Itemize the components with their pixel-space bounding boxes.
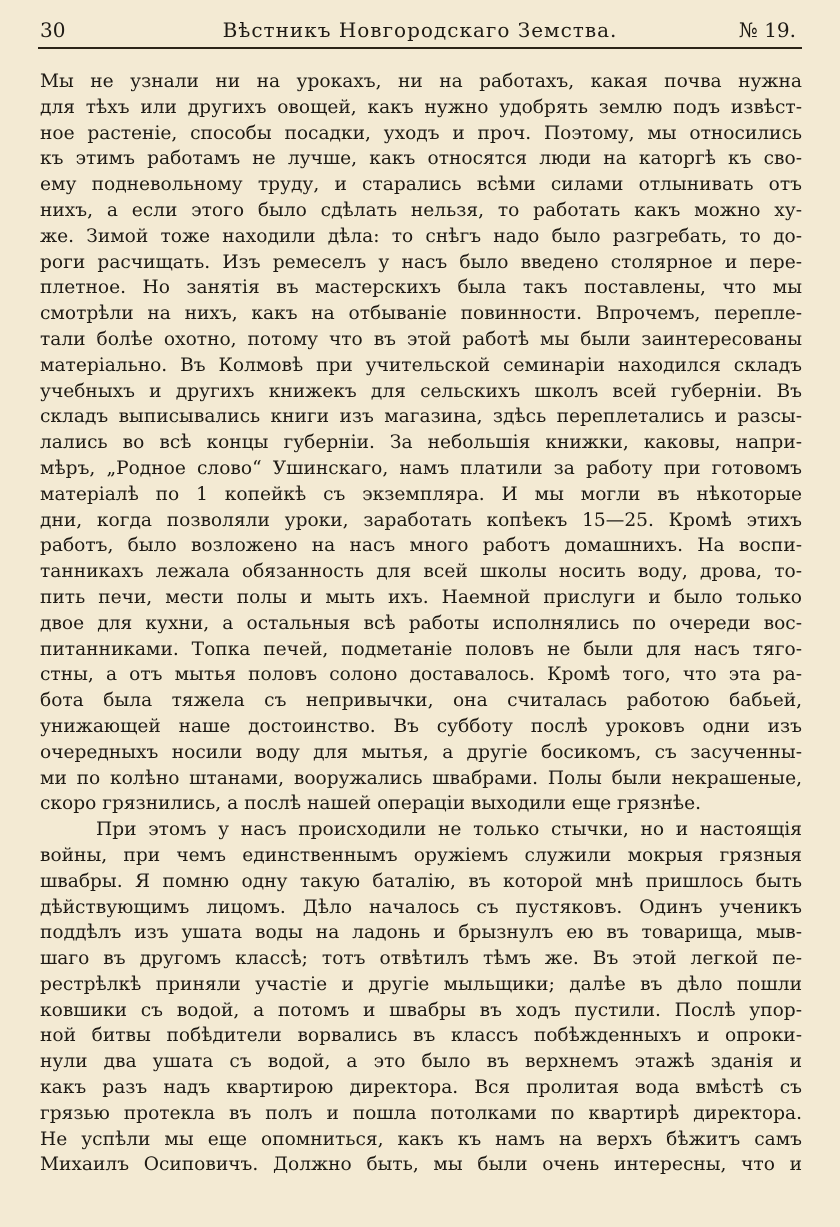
text-line: стны, а отъ мытья половъ солоно доставалось. Кромѣ того, что эта ра- bbox=[40, 664, 802, 686]
text-line: ное растеніе, способы посадки, уходъ и проч. Поэтому, мы относились bbox=[40, 122, 802, 144]
text-line: ковшики съ водой, а потомъ и швабры въ ходъ пустили. Послѣ упор- bbox=[40, 999, 802, 1021]
text-line: нули два ушата съ водой, а это было въ верхнемъ этажѣ зданія и bbox=[40, 1051, 802, 1073]
text-line: очередныхъ носили воду для мытья, а другіе босикомъ, съ засученны- bbox=[40, 741, 802, 763]
text-line: складъ выписывались книги изъ магазина, здѣсь переплетались и разсы- bbox=[40, 406, 802, 428]
text-line: грязью протекла въ полъ и пошла потолками по квартирѣ директора. bbox=[40, 1102, 802, 1124]
text-line: роги расчищать. Изъ ремеселъ у насъ было введено столярное и пере- bbox=[40, 251, 802, 273]
header-rule bbox=[38, 47, 802, 49]
text-line: бота была тяжела съ непривычки, она считалась работою бабьей, bbox=[40, 690, 802, 712]
text-line: какъ разъ надъ квартирою директора. Вся пролитая вода вмѣстѣ съ bbox=[40, 1077, 802, 1099]
text-line: смотрѣли на нихъ, какъ на отбываніе повинности. Впрочемъ, перепле- bbox=[40, 303, 802, 325]
text-line: плетное. Но занятія въ мастерскихъ была такъ поставлены, что мы bbox=[40, 277, 802, 299]
text-line: войны, при чемъ единственнымъ оружіемъ служили мокрыя грязныя bbox=[40, 844, 802, 866]
text-line: При этомъ у насъ происходили не только стычки, но и настоящія bbox=[96, 819, 802, 841]
text-line: къ этимъ работамъ не лучше, какъ относятся люди на каторгѣ къ сво- bbox=[40, 148, 802, 170]
text-line: ему подневольному труду, и старались всѣми силами отлынивать отъ bbox=[40, 174, 802, 196]
text-line: Михаилъ Осиповичъ. Должно быть, мы были очень интересны, что и bbox=[40, 1154, 802, 1176]
text-line: тали болѣе охотно, потому что въ этой работѣ мы были заинтересованы bbox=[40, 328, 802, 350]
text-line: работъ, было возложено на насъ много работъ домашнихъ. На воспи- bbox=[40, 535, 802, 557]
text-line: дни, когда позволяли уроки, заработать копѣекъ 15—25. Кромѣ этихъ bbox=[40, 509, 802, 531]
issue-number: № 19. bbox=[738, 18, 796, 42]
text-line: матеріально. Въ Колмовѣ при учительской семинаріи находился складъ bbox=[40, 354, 802, 376]
text-line: учебныхъ и другихъ книжекъ для сельскихъ школъ всей губерніи. Въ bbox=[40, 380, 802, 402]
text-line: Мы не узнали ни на урокахъ, ни на работахъ, какая почва нужна bbox=[40, 71, 802, 92]
text-line: рестрѣлкѣ приняли участіе и другіе мыльщики; далѣе въ дѣло пошли bbox=[40, 973, 802, 995]
text-line: же. Зимой тоже находили дѣла: то снѣгъ надо было разгребать, то до- bbox=[40, 225, 802, 247]
text-line: унижающей наше достоинство. Въ субботу послѣ уроковъ одни изъ bbox=[40, 715, 802, 737]
text-line: пить печи, мести полы и мыть ихъ. Наемной прислуги и было только bbox=[40, 586, 802, 608]
text-line: швабры. Я помню одну такую баталію, въ которой мнѣ пришлось быть bbox=[40, 870, 802, 892]
page-number: 30 bbox=[40, 18, 66, 42]
text-line: лались во всѣ концы губерніи. За небольшія книжки, каковы, напри- bbox=[40, 432, 802, 454]
text-line: скоро грязнились, а послѣ нашей операціи выходили еще грязнѣе. bbox=[40, 793, 702, 815]
body-text bbox=[40, 69, 802, 1178]
journal-title: Вѣстникъ Новгородскаго Земства. bbox=[222, 18, 618, 42]
text-line: танникахъ лежала обязанность для всей школы носить воду, дрова, то- bbox=[40, 561, 802, 583]
text-line: шаго въ другомъ классѣ; тотъ отвѣтилъ тѣмъ же. Въ этой легкой пе- bbox=[40, 948, 802, 970]
text-line: нихъ, а если этого было сдѣлать нельзя, то работать какъ можно ху- bbox=[40, 199, 802, 221]
running-header bbox=[38, 18, 802, 48]
text-line: ми по колѣно штанами, вооружались швабрами. Полы были некрашеные, bbox=[40, 767, 802, 789]
text-line: питанниками. Топка печей, подметаніе половъ не были для насъ тяго- bbox=[40, 638, 802, 660]
text-line: для тѣхъ или другихъ овощей, какъ нужно удобрять землю подъ извѣст- bbox=[40, 96, 802, 118]
text-line: двое для кухни, а остальныя всѣ работы исполнялись по очереди вос- bbox=[40, 612, 802, 634]
text-line: Не успѣли мы еще опомниться, какъ къ намъ на верхъ бѣжитъ самъ bbox=[40, 1128, 802, 1150]
text-line: матеріалѣ по 1 копейкѣ съ экземпляра. И мы могли въ нѣкоторые bbox=[40, 483, 802, 505]
text-line: мѣръ, „Родное слово“ Ушинскаго, намъ платили за работу при готовомъ bbox=[40, 457, 802, 479]
text-line: ной битвы побѣдители ворвались въ классъ побѣжденныхъ и опроки- bbox=[40, 1025, 802, 1047]
text-line: дѣйствующимъ лицомъ. Дѣло началось съ пустяковъ. Одинъ ученикъ bbox=[40, 896, 802, 918]
text-line: поддѣлъ изъ ушата воды на ладонь и брызнулъ ею въ товарища, мыв- bbox=[40, 922, 802, 944]
